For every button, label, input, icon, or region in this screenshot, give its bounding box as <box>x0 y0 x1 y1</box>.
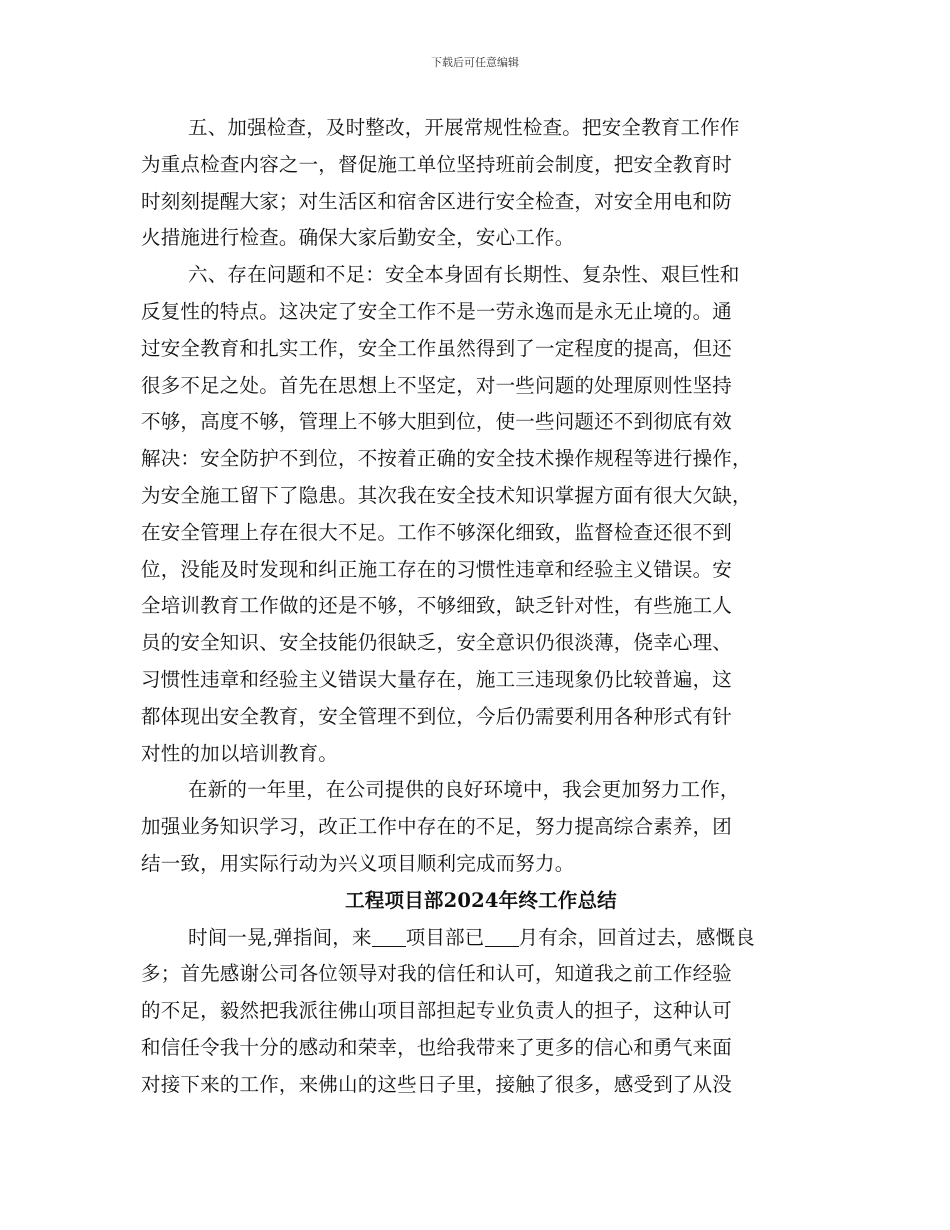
text-line: 对性的加以培训教育。 <box>141 741 339 765</box>
text-line: 反复性的特点。这决定了安全工作不是一劳永逸而是永无止境的。通 <box>141 299 733 323</box>
text-line: 六、存在问题和不足：安全本身固有长期性、复杂性、艰巨性和 <box>188 263 740 287</box>
text-line: 和信任令我十分的感动和荣幸，也给我带来了更多的信心和勇气来面 <box>141 1035 733 1059</box>
fill-in-blank <box>485 928 519 947</box>
text-line: 火措施进行检查。确保大家后勤安全，安心工作。 <box>141 226 575 250</box>
text-line: 在安全管理上存在很大不足。工作不够深化细致，监督检查还很不到 <box>141 520 733 544</box>
text-line: 的不足，毅然把我派往佛山项目部担起专业负责人的担子，这种认可 <box>141 999 733 1023</box>
text-line: 都体现出安全教育，安全管理不到位，今后仍需要利用各种形式有针 <box>141 704 733 728</box>
fill-in-blank <box>372 928 406 947</box>
text-line: 为安全施工留下了隐患。其次我在安全技术知识掌握方面有很大欠缺， <box>141 483 752 507</box>
document-body <box>141 110 821 1104</box>
text-fragment: 时间一晃,弹指间，来 <box>188 925 372 949</box>
text-line: 员的安全知识、安全技能仍很缺乏，安全意识仍很淡薄，侥幸心理、 <box>141 631 733 655</box>
text-line: 多；首先感谢公司各位领导对我的信任和认可，知道我之前工作经验 <box>141 962 733 986</box>
text-line: 全培训教育工作做的还是不够，不够细致，缺乏针对性，有些施工人 <box>141 594 733 618</box>
text-line: 解决：安全防护不到位，不按着正确的安全技术操作规程等进行操作， <box>141 447 752 471</box>
page-header: 下载后可任意编辑 <box>431 56 519 69</box>
text-fragment: 项目部已 <box>405 925 485 949</box>
text-line: 为重点检查内容之一，督促施工单位坚持班前会制度，把安全教育时 <box>141 152 733 176</box>
text-line: 时刻刻提醒大家；对生活区和宿舍区进行安全检查，对安全用电和防 <box>141 189 733 213</box>
text-line: 在新的一年里，在公司提供的良好环境中，我会更加努力工作， <box>188 778 740 802</box>
text-line: 过安全教育和扎实工作，安全工作虽然得到了一定程度的提高，但还 <box>141 336 733 360</box>
text-line: 不够，高度不够，管理上不够大胆到位，使一些问题还不到彻底有效 <box>141 410 733 434</box>
text-fragment: 月有余，回首过去，感慨良 <box>518 925 755 949</box>
section-title: 工程项目部2024年终工作总结 <box>345 888 617 912</box>
text-line: 习惯性违章和经验主义错误大量存在，施工三违现象仍比较普遍，这 <box>141 667 733 691</box>
text-line: 加强业务知识学习，改正工作中存在的不足，努力提高综合素养，团 <box>141 815 733 839</box>
text-line: 五、加强检查，及时整改，开展常规性检查。把安全教育工作作 <box>188 116 740 139</box>
text-line: 对接下来的工作，来佛山的这些日子里，接触了很多，感受到了从没 <box>141 1072 733 1096</box>
text-line-with-blanks <box>141 920 821 957</box>
text-line: 结一致，用实际行动为兴义项目顺利完成而努力。 <box>141 851 575 875</box>
text-line: 很多不足之处。首先在思想上不坚定，对一些问题的处理原则性坚持 <box>141 373 733 397</box>
text-line: 位，没能及时发现和纠正施工存在的习惯性违章和经验主义错误。安 <box>141 557 733 581</box>
